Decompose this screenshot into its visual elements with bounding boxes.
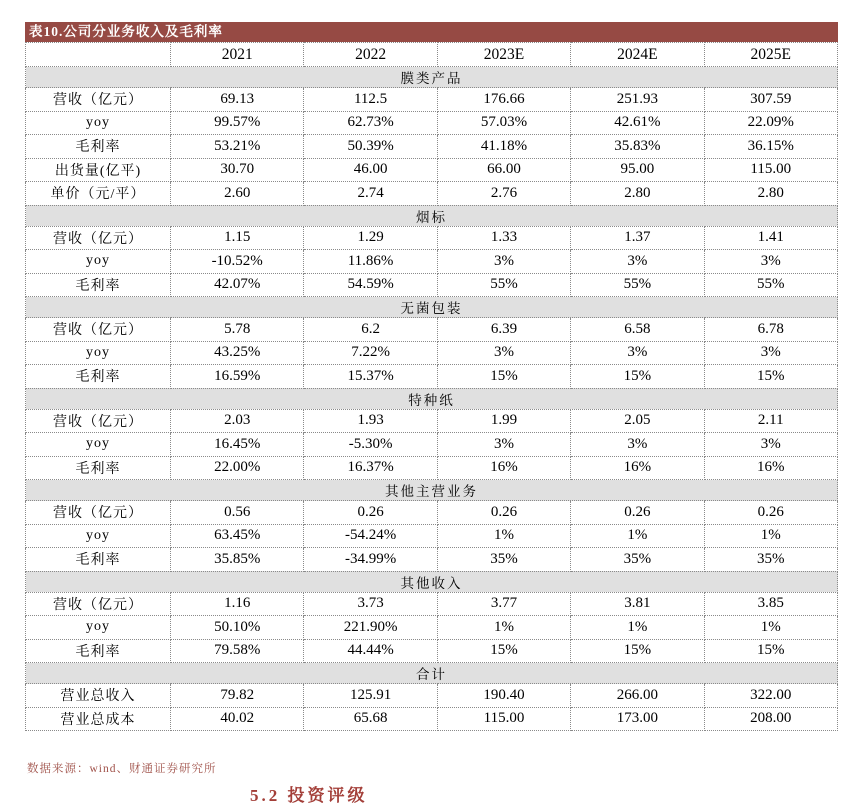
value-cell: 63.45% xyxy=(171,524,304,548)
table-row xyxy=(26,548,838,572)
row-label: yoy xyxy=(26,111,171,135)
value-cell: 50.10% xyxy=(171,616,304,640)
row-label: 毛利率 xyxy=(26,456,171,480)
row-label: 营业总收入 xyxy=(26,684,171,708)
row-label: 单价（元/平） xyxy=(26,182,171,206)
row-label-column-header xyxy=(26,43,171,67)
year-header-row xyxy=(26,43,838,67)
value-cell: 221.90% xyxy=(304,616,437,640)
value-cell: 2.74 xyxy=(304,182,437,206)
value-cell: 3% xyxy=(437,433,570,457)
table-row xyxy=(26,433,838,457)
table-row xyxy=(26,707,838,731)
table-row xyxy=(26,639,838,663)
section-header-row xyxy=(26,388,838,409)
value-cell: 15% xyxy=(571,365,704,389)
row-label: 营业总成本 xyxy=(26,707,171,731)
table-row xyxy=(26,250,838,274)
value-cell: 2.80 xyxy=(704,182,837,206)
value-cell: 15% xyxy=(571,639,704,663)
year-column-header: 2025E xyxy=(704,43,837,67)
year-column-header: 2024E xyxy=(571,43,704,67)
value-cell: 307.59 xyxy=(704,88,837,112)
value-cell: 3% xyxy=(437,341,570,365)
value-cell: 35% xyxy=(437,548,570,572)
table-row xyxy=(26,684,838,708)
value-cell: 41.18% xyxy=(437,135,570,159)
table-row xyxy=(26,592,838,616)
table-row xyxy=(26,182,838,206)
value-cell: 44.44% xyxy=(304,639,437,663)
year-column-header: 2021 xyxy=(171,43,304,67)
value-cell: 15% xyxy=(437,365,570,389)
value-cell: 3% xyxy=(704,250,837,274)
next-section-heading: 5.2 投资评级 xyxy=(250,786,368,805)
value-cell: 55% xyxy=(704,273,837,297)
value-cell: 30.70 xyxy=(171,158,304,182)
section-title: 特种纸 xyxy=(26,388,838,409)
value-cell: 125.91 xyxy=(304,684,437,708)
value-cell: 1.33 xyxy=(437,226,570,250)
value-cell: 62.73% xyxy=(304,111,437,135)
value-cell: 2.80 xyxy=(571,182,704,206)
value-cell: 42.07% xyxy=(171,273,304,297)
value-cell: 1.93 xyxy=(304,409,437,433)
year-column-header: 2023E xyxy=(437,43,570,67)
row-label: 营收（亿元） xyxy=(26,318,171,342)
value-cell: 69.13 xyxy=(171,88,304,112)
value-cell: 0.26 xyxy=(704,501,837,525)
section-header-row xyxy=(26,297,838,318)
value-cell: 2.60 xyxy=(171,182,304,206)
row-label: 营收（亿元） xyxy=(26,409,171,433)
row-label: 毛利率 xyxy=(26,548,171,572)
value-cell: 1% xyxy=(437,524,570,548)
year-column-header: 2022 xyxy=(304,43,437,67)
value-cell: 15% xyxy=(704,365,837,389)
value-cell: 1.99 xyxy=(437,409,570,433)
table-title: 表10.公司分业务收入及毛利率 xyxy=(25,22,838,42)
value-cell: 22.09% xyxy=(704,111,837,135)
table-row xyxy=(26,111,838,135)
row-label: 营收（亿元） xyxy=(26,501,171,525)
value-cell: 0.26 xyxy=(571,501,704,525)
section-title: 烟标 xyxy=(26,205,838,226)
value-cell: 1.16 xyxy=(171,592,304,616)
section-title: 膜类产品 xyxy=(26,67,838,88)
value-cell: 115.00 xyxy=(437,707,570,731)
value-cell: 50.39% xyxy=(304,135,437,159)
value-cell: 16.59% xyxy=(171,365,304,389)
value-cell: 2.76 xyxy=(437,182,570,206)
value-cell: 3.81 xyxy=(571,592,704,616)
value-cell: 43.25% xyxy=(171,341,304,365)
value-cell: 16% xyxy=(571,456,704,480)
value-cell: 79.58% xyxy=(171,639,304,663)
value-cell: 35.85% xyxy=(171,548,304,572)
value-cell: 3% xyxy=(704,341,837,365)
row-label: yoy xyxy=(26,341,171,365)
row-label: 毛利率 xyxy=(26,135,171,159)
value-cell: 3.77 xyxy=(437,592,570,616)
section-header-row xyxy=(26,663,838,684)
value-cell: 1% xyxy=(704,616,837,640)
table-row xyxy=(26,318,838,342)
value-cell: 35% xyxy=(571,548,704,572)
value-cell: 1.41 xyxy=(704,226,837,250)
value-cell: 79.82 xyxy=(171,684,304,708)
value-cell: 1.15 xyxy=(171,226,304,250)
row-label: 毛利率 xyxy=(26,639,171,663)
row-label: 营收（亿元） xyxy=(26,88,171,112)
table-row xyxy=(26,88,838,112)
value-cell: 1% xyxy=(704,524,837,548)
value-cell: 6.58 xyxy=(571,318,704,342)
section-header-row xyxy=(26,480,838,501)
section-header-row xyxy=(26,205,838,226)
value-cell: 35.83% xyxy=(571,135,704,159)
row-label: 出货量(亿平) xyxy=(26,158,171,182)
value-cell: 322.00 xyxy=(704,684,837,708)
value-cell: 46.00 xyxy=(304,158,437,182)
value-cell: 112.5 xyxy=(304,88,437,112)
value-cell: 16% xyxy=(704,456,837,480)
value-cell: 0.26 xyxy=(437,501,570,525)
value-cell: 55% xyxy=(571,273,704,297)
value-cell: 1% xyxy=(571,524,704,548)
row-label: 毛利率 xyxy=(26,365,171,389)
value-cell: 1% xyxy=(437,616,570,640)
value-cell: 6.78 xyxy=(704,318,837,342)
value-cell: 0.56 xyxy=(171,501,304,525)
table-row xyxy=(26,501,838,525)
value-cell: 173.00 xyxy=(571,707,704,731)
row-label: 营收（亿元） xyxy=(26,226,171,250)
revenue-margin-table xyxy=(25,42,838,731)
table-row xyxy=(26,456,838,480)
value-cell: 15% xyxy=(704,639,837,663)
row-label: yoy xyxy=(26,250,171,274)
section-title: 其他收入 xyxy=(26,571,838,592)
value-cell: -10.52% xyxy=(171,250,304,274)
value-cell: 66.00 xyxy=(437,158,570,182)
table-row xyxy=(26,365,838,389)
value-cell: -54.24% xyxy=(304,524,437,548)
section-title: 无菌包装 xyxy=(26,297,838,318)
row-label: yoy xyxy=(26,524,171,548)
value-cell: 40.02 xyxy=(171,707,304,731)
value-cell: 251.93 xyxy=(571,88,704,112)
value-cell: 3% xyxy=(571,433,704,457)
value-cell: 35% xyxy=(704,548,837,572)
table-row xyxy=(26,616,838,640)
value-cell: -34.99% xyxy=(304,548,437,572)
data-source-note: 数据来源：wind、财通证券研究所 xyxy=(27,763,217,775)
value-cell: 15.37% xyxy=(304,365,437,389)
value-cell: 54.59% xyxy=(304,273,437,297)
row-label: 营收（亿元） xyxy=(26,592,171,616)
value-cell: 99.57% xyxy=(171,111,304,135)
value-cell: 3% xyxy=(571,341,704,365)
section-header-row xyxy=(26,571,838,592)
table-row xyxy=(26,409,838,433)
value-cell: 3% xyxy=(437,250,570,274)
value-cell: 1.37 xyxy=(571,226,704,250)
table-row xyxy=(26,226,838,250)
revenue-table-block xyxy=(25,22,838,731)
value-cell: 7.22% xyxy=(304,341,437,365)
value-cell: 53.21% xyxy=(171,135,304,159)
value-cell: 42.61% xyxy=(571,111,704,135)
value-cell: 190.40 xyxy=(437,684,570,708)
value-cell: 15% xyxy=(437,639,570,663)
value-cell: 176.66 xyxy=(437,88,570,112)
section-title: 合计 xyxy=(26,663,838,684)
value-cell: 208.00 xyxy=(704,707,837,731)
value-cell: 57.03% xyxy=(437,111,570,135)
value-cell: 3.85 xyxy=(704,592,837,616)
value-cell: 5.78 xyxy=(171,318,304,342)
value-cell: 22.00% xyxy=(171,456,304,480)
value-cell: 115.00 xyxy=(704,158,837,182)
section-title: 其他主营业务 xyxy=(26,480,838,501)
table-row xyxy=(26,158,838,182)
value-cell: 95.00 xyxy=(571,158,704,182)
row-label: yoy xyxy=(26,616,171,640)
value-cell: 266.00 xyxy=(571,684,704,708)
row-label: yoy xyxy=(26,433,171,457)
section-header-row xyxy=(26,67,838,88)
value-cell: 16.45% xyxy=(171,433,304,457)
value-cell: 3% xyxy=(571,250,704,274)
value-cell: 2.03 xyxy=(171,409,304,433)
value-cell: 16% xyxy=(437,456,570,480)
table-row xyxy=(26,135,838,159)
value-cell: -5.30% xyxy=(304,433,437,457)
value-cell: 0.26 xyxy=(304,501,437,525)
value-cell: 16.37% xyxy=(304,456,437,480)
value-cell: 2.11 xyxy=(704,409,837,433)
value-cell: 65.68 xyxy=(304,707,437,731)
value-cell: 6.39 xyxy=(437,318,570,342)
table-row xyxy=(26,341,838,365)
value-cell: 11.86% xyxy=(304,250,437,274)
value-cell: 3% xyxy=(704,433,837,457)
table-row xyxy=(26,524,838,548)
row-label: 毛利率 xyxy=(26,273,171,297)
value-cell: 2.05 xyxy=(571,409,704,433)
value-cell: 6.2 xyxy=(304,318,437,342)
value-cell: 3.73 xyxy=(304,592,437,616)
value-cell: 36.15% xyxy=(704,135,837,159)
table-row xyxy=(26,273,838,297)
value-cell: 1.29 xyxy=(304,226,437,250)
value-cell: 1% xyxy=(571,616,704,640)
value-cell: 55% xyxy=(437,273,570,297)
